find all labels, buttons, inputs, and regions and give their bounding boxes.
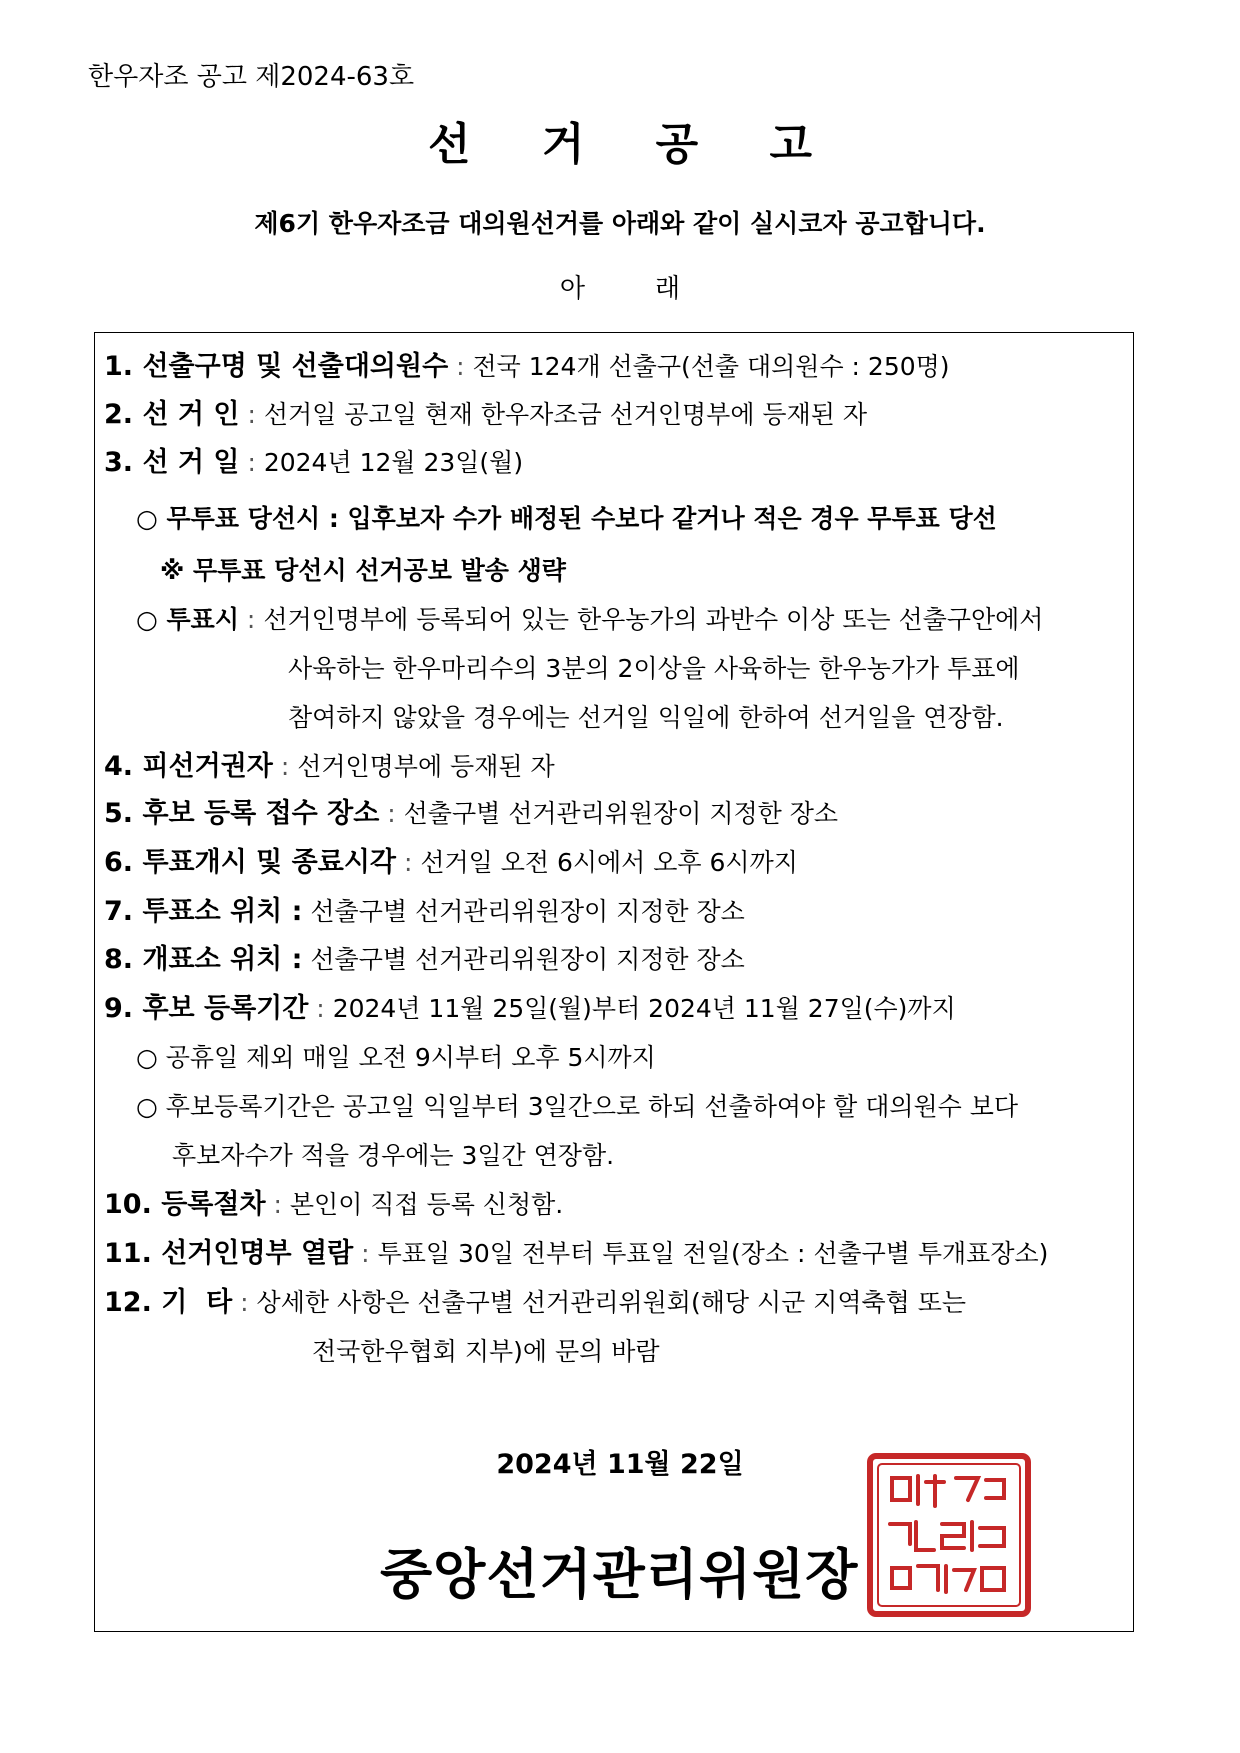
item-label: 9. 후보 등록기간: [104, 993, 309, 1024]
item-value: 선거인명부에 등재된 자: [297, 752, 555, 781]
item-3-vote-rule-2: 사육하는 한우마리수의 3분의 2이상을 사육하는 한우농가가 투표에: [288, 654, 1020, 683]
item-3-note: ※ 무투표 당선시 선거공보 발송 생략: [160, 556, 566, 585]
item-3-vote-rule-3: 참여하지 않았을 경우에는 선거일 익일에 한하여 선거일을 연장함.: [288, 703, 1004, 732]
item-3-vote-rule: ○ 투표시 : 선거인명부에 등록되어 있는 한우농가의 과반수 이상 또는 선출구안에서: [136, 605, 1044, 634]
item-3-no-vote: ○ 무투표 당선시 : 입후보자 수가 배정된 수보다 같거나 적은 경우 무투표 당선: [136, 504, 997, 533]
item-value: 2024년 12월 23일(월): [263, 448, 524, 477]
item-value: 상세한 사항은 선출구별 선거관리위원회(해당 시군 지역축협 또는: [256, 1288, 967, 1317]
document-number: 한우자조 공고 제2024-63호: [88, 62, 415, 92]
below-heading: 아래: [559, 274, 751, 304]
item-label: 1. 선출구명 및 선출대의원수: [104, 351, 449, 382]
item-11: 11. 선거인명부 열람 : 투표일 30일 전부터 투표일 전일(장소 : 선출구별 투개표장소): [104, 1238, 1049, 1269]
intro-text: 제6기 한우자조금 대의원선거를 아래와 같이 실시코자 공고합니다.: [254, 209, 986, 238]
item-1: 1. 선출구명 및 선출대의원수 : 전국 124개 선출구(선출 대의원수 : 250명): [104, 351, 950, 382]
signatory: 중앙선거관리위원장: [380, 1543, 859, 1606]
item-2: 2. 선 거 인 : 선거일 공고일 현재 한우자조금 선거인명부에 등재된 자: [104, 399, 867, 430]
item-9-extension: ○ 후보등록기간은 공고일 익일부터 3일간으로 하되 선출하여야 할 대의원수 보다: [136, 1092, 1019, 1121]
item-value: 2024년 11월 25일(월)부터 2024년 11월 27일(수)까지: [332, 994, 956, 1023]
item-label: 11. 선거인명부 열람: [104, 1238, 354, 1269]
item-value: 선거일 공고일 현재 한우자조금 선거인명부에 등재된 자: [263, 400, 867, 429]
item-9: 9. 후보 등록기간 : 2024년 11월 25일(월)부터 2024년 11월 27일(수)까지: [104, 993, 956, 1024]
official-seal-icon: [866, 1452, 1032, 1618]
item-label: 7. 투표소 위치 :: [104, 896, 303, 927]
item-3: 3. 선 거 일 : 2024년 12월 23일(월): [104, 447, 524, 478]
item-value: 전국 124개 선출구(선출 대의원수 : 250명): [472, 352, 950, 381]
item-label: 4. 피선거권자: [104, 751, 273, 782]
item-5: 5. 후보 등록 접수 장소 : 선출구별 선거관리위원장이 지정한 장소: [104, 798, 839, 829]
item-value: 선출구별 선거관리위원장이 지정한 장소: [310, 897, 745, 926]
item-value: 투표일 30일 전부터 투표일 전일(장소 : 선출구별 투개표장소): [377, 1239, 1049, 1268]
item-4: 4. 피선거권자 : 선거인명부에 등재된 자: [104, 751, 555, 782]
item-value: 선거일 오전 6시에서 오후 6시까지: [420, 848, 798, 877]
item-9-extension-2: 후보자수가 적을 경우에는 3일간 연장함.: [172, 1141, 615, 1170]
item-value: 본인이 직접 등록 신청함.: [289, 1190, 564, 1219]
page-title: 선 거 공 고: [428, 119, 840, 170]
item-label: 5. 후보 등록 접수 장소: [104, 798, 380, 829]
notice-date: 2024년 11월 22일: [496, 1449, 744, 1480]
item-12-cont: 전국한우협회 지부)에 문의 바람: [312, 1337, 660, 1366]
item-label: 12. 기 타: [104, 1287, 233, 1318]
item-10: 10. 등록절차 : 본인이 직접 등록 신청함.: [104, 1189, 564, 1220]
item-9-hours: ○ 공휴일 제외 매일 오전 9시부터 오후 5시까지: [136, 1043, 656, 1072]
item-7: [104, 895, 745, 929]
item-label: 6. 투표개시 및 종료시각: [104, 847, 396, 878]
item-label: 2. 선 거 인: [104, 399, 240, 430]
item-6: 6. 투표개시 및 종료시각 : 선거일 오전 6시에서 오후 6시까지: [104, 847, 798, 878]
item-8: [104, 943, 745, 977]
item-value: 선출구별 선거관리위원장이 지정한 장소: [403, 799, 839, 828]
item-label: 3. 선 거 일: [104, 447, 240, 478]
item-label: 10. 등록절차: [104, 1189, 266, 1220]
item-12: 12. 기 타 : 상세한 사항은 선출구별 선거관리위원회(해당 시군 지역축협 또는: [104, 1287, 967, 1318]
item-label: 8. 개표소 위치 :: [104, 944, 303, 975]
item-label: ○ 투표시: [136, 605, 239, 634]
item-value: 선출구별 선거관리위원장이 지정한 장소: [310, 945, 745, 974]
item-value: 선거인명부에 등록되어 있는 한우농가의 과반수 이상 또는 선출구안에서: [263, 605, 1044, 634]
